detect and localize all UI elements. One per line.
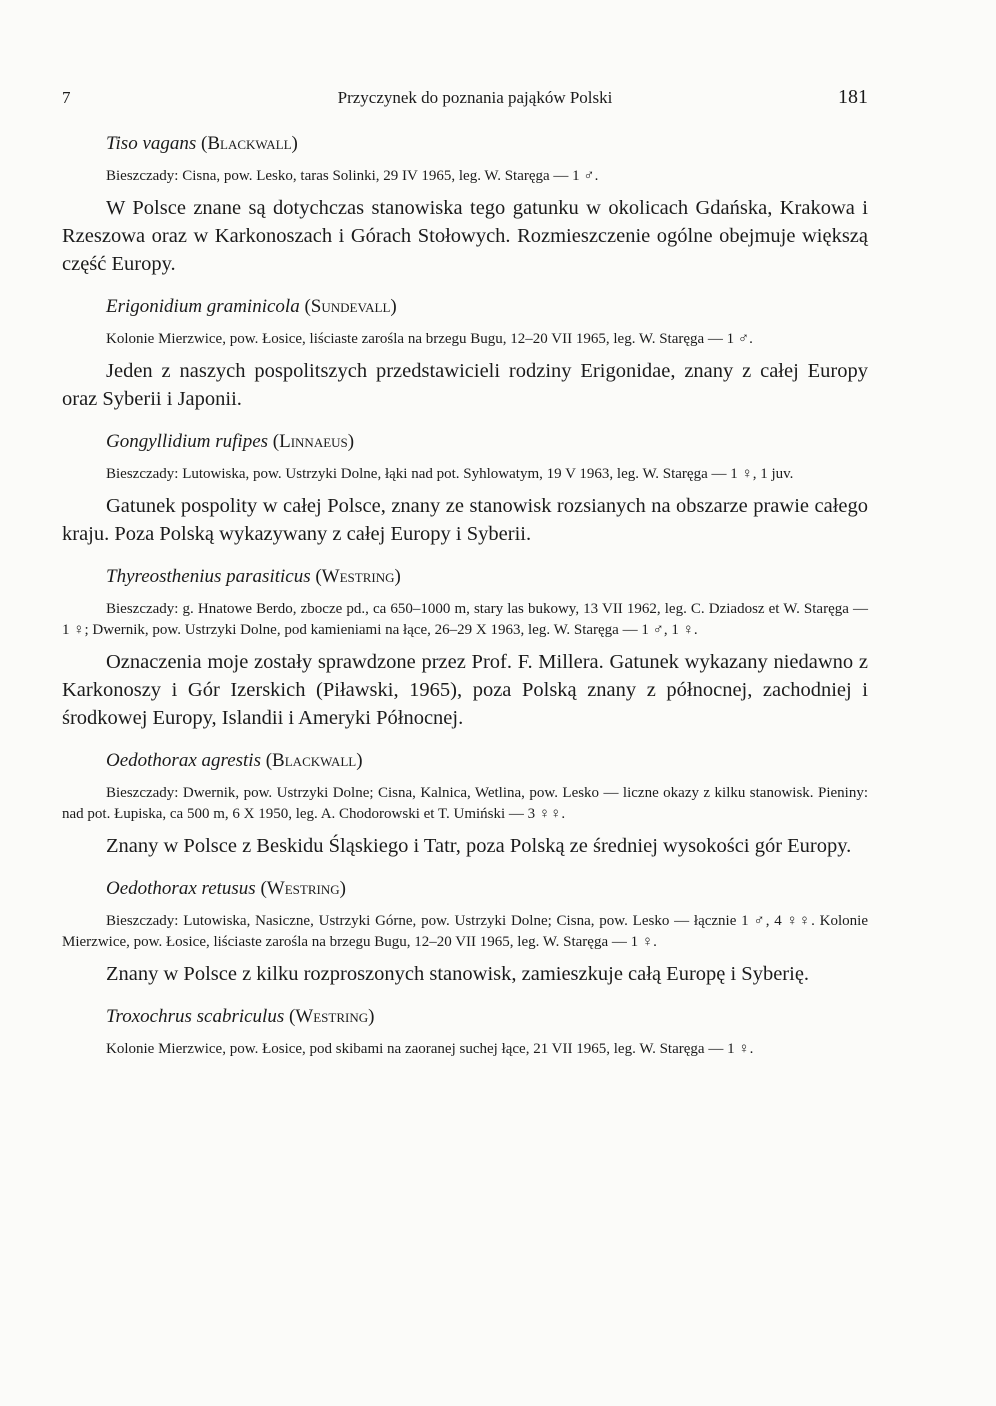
species-author: (Westring) xyxy=(260,878,346,899)
species-locality: Bieszczady: Dwernik, pow. Ustrzyki Dolne; Cisna, Kalnica, Wetlina, pow. Lesko — liczne okazy z kilku stanowisk. Pieniny: nad pot. Łupiska, ca 500 m, 6 X 1950, leg. A. Chodorowski et T. Umiński — 3 ♀♀. xyxy=(62,785,868,822)
header-left-number: 7 xyxy=(62,88,71,107)
page-number: 181 xyxy=(838,86,868,108)
species-entry xyxy=(62,296,868,413)
species-latin-name: Erigonidium graminicola xyxy=(106,296,300,317)
species-author: (Blackwall) xyxy=(265,750,363,771)
species-author: (Westring) xyxy=(288,1006,375,1027)
species-locality: Bieszczady: Cisna, pow. Lesko, taras Solinki, 29 IV 1965, leg. W. Staręga — 1 ♂. xyxy=(106,168,599,184)
species-author: (Westring) xyxy=(315,566,401,587)
running-header xyxy=(62,86,868,109)
species-locality: Kolonie Mierzwice, pow. Łosice, pod skibami na zaoranej suchej łące, 21 VII 1965, leg. W. Staręga — 1 ♀. xyxy=(106,1041,754,1057)
species-locality: Bieszczady: Lutowiska, pow. Ustrzyki Dolne, łąki nad pot. Syhlowatym, 19 V 1963, leg. W. Staręga — 1 ♀, 1 juv. xyxy=(106,466,794,482)
running-title: Przyczynek do poznania pająków Polski xyxy=(337,88,613,107)
species-locality: Bieszczady: Lutowiska, Nasiczne, Ustrzyki Górne, pow. Ustrzyki Dolne; Cisna, pow. Lesko — łącznie 1 ♂, 4 ♀♀. Kolonie Mierzwice, pow. Łosice, liściaste zarośla na brzegu Bugu, 12–20 VII 1965, leg. W. Staręga — 1 ♀. xyxy=(62,913,868,950)
species-latin-name: Troxochrus scabriculus xyxy=(106,1006,285,1027)
species-title xyxy=(62,750,868,772)
species-title xyxy=(62,566,868,588)
species-entry xyxy=(62,133,868,278)
species-comment: Oznaczenia moje zostały sprawdzone przez Prof. F. Millera. Gatunek wykazany niedawno z Karkonoszy i Gór Izerskich (Piławski, 1965), poza Polską znany z północnej, zachodniej i środkowej Europy, Islandii i Ameryki Północnej. xyxy=(62,651,868,729)
species-latin-name: Thyreosthenius parasiticus xyxy=(106,566,311,587)
species-latin-name: Oedothorax retusus xyxy=(106,878,256,899)
species-entry xyxy=(62,566,868,732)
species-title xyxy=(62,878,868,900)
species-title xyxy=(62,1006,868,1028)
species-latin-name: Tiso vagans xyxy=(106,133,197,154)
species-title xyxy=(62,133,868,155)
species-entry xyxy=(62,878,868,988)
species-title xyxy=(62,296,868,318)
species-entry xyxy=(62,431,868,548)
species-comment: W Polsce znane są dotychczas stanowiska tego gatunku w okolicach Gdańska, Krakowa i Rzeszowa oraz w Karkonoszach i Górach Stołowych. Rozmieszczenie ogólne obejmuje większą część Europy. xyxy=(62,197,868,275)
species-entry xyxy=(62,750,868,860)
species-comment: Znany w Polsce z kilku rozproszonych stanowisk, zamieszkuje całą Europę i Syberię. xyxy=(106,963,810,985)
species-locality: Kolonie Mierzwice, pow. Łosice, liściaste zarośla na brzegu Bugu, 12–20 VII 1965, leg. W. Staręga — 1 ♂. xyxy=(106,331,753,347)
species-latin-name: Oedothorax agrestis xyxy=(106,750,261,771)
species-latin-name: Gongyllidium rufipes xyxy=(106,431,269,452)
page-content xyxy=(62,86,868,1072)
species-comment: Jeden z naszych pospolitszych przedstawicieli rodziny Erigonidae, znany z całej Europy oraz Syberii i Japonii. xyxy=(62,360,868,410)
species-comment: Znany w Polsce z Beskidu Śląskiego i Tatr, poza Polską ze średniej wysokości gór Europy. xyxy=(106,835,852,857)
species-comment: Gatunek pospolity w całej Polsce, znany ze stanowisk rozsianych na obszarze prawie całego kraju. Poza Polską wykazywany z całej Europy i Syberii. xyxy=(62,495,868,545)
species-entry xyxy=(62,1006,868,1060)
species-locality: Bieszczady: g. Hnatowe Berdo, zbocze pd., ca 650–1000 m, stary las bukowy, 13 VII 1962, leg. C. Dziadosz et W. Staręga — 1 ♀; Dwernik, pow. Ustrzyki Dolne, pod kamieniami na łące, 26–29 X 1963, leg. W. Staręga — 1 ♂, 1 ♀. xyxy=(62,601,868,638)
species-author: (Blackwall) xyxy=(201,133,298,154)
species-author: (Sundevall) xyxy=(304,296,397,317)
species-author: (Linnaeus) xyxy=(272,431,355,452)
species-title xyxy=(62,431,868,453)
